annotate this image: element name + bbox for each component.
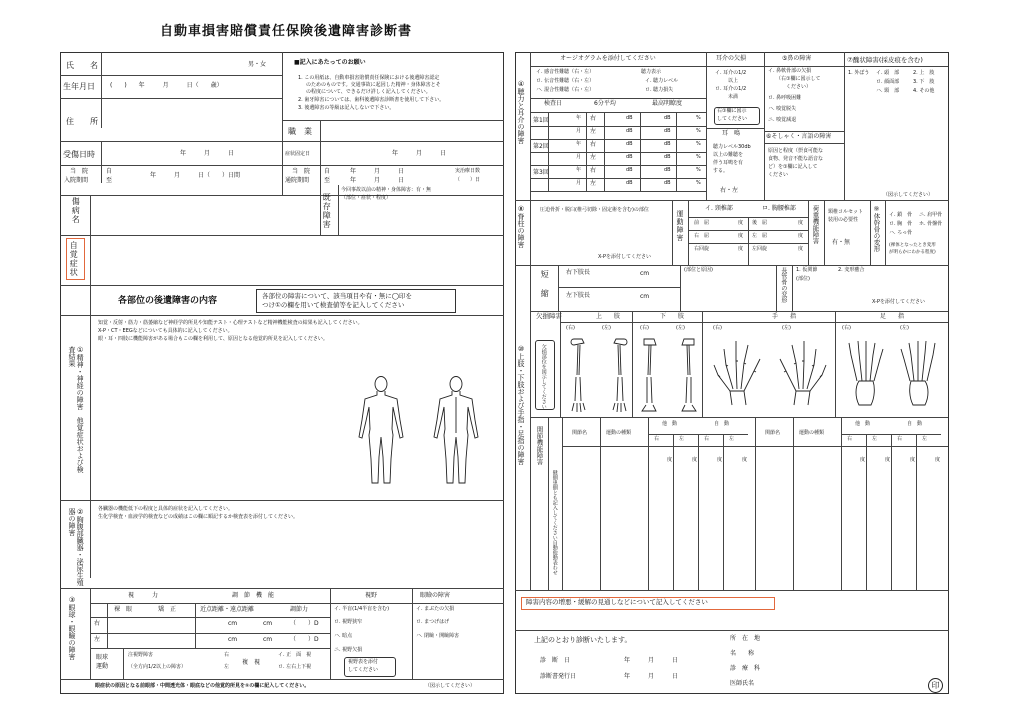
hosp-to: 至	[106, 177, 113, 184]
notice-title: ■記入にあたってのお願い	[294, 59, 366, 66]
hear-lr: 右	[590, 115, 597, 122]
issue-date-label: 診断書発行日	[540, 673, 577, 680]
lr-mark: (右)	[842, 325, 851, 331]
spine-note: 圧迫骨折・脱臼(椎弓切除・固定術を含む)の部位	[540, 207, 649, 213]
ear-note-2: してください	[717, 116, 748, 122]
nose-opt[interactable]: ください）	[786, 84, 812, 90]
trunk-label: ⑨体幹骨の変形	[872, 205, 881, 252]
hear-row-line	[530, 191, 706, 192]
double-opt[interactable]: イ. 正 面 視	[278, 652, 312, 658]
trunk-opt[interactable]: ハ. ろっ骨	[889, 230, 913, 236]
hear-col-line	[640, 112, 641, 192]
hear-type[interactable]: イ. 感音性難聴（右・左）	[536, 69, 595, 75]
ear-opt[interactable]: イ. 耳介の1/2	[715, 70, 747, 76]
hosp-name-label: 名 称	[730, 650, 755, 657]
lower-limb-left-figure[interactable]	[674, 335, 700, 413]
speech-text: 食物、発音不能な語音な	[768, 156, 824, 162]
notice-line: 2. 歯牙障害については、歯科後遺障害診断書を使用して下さい。	[298, 97, 445, 103]
gaze-label-2: （全方向1/2以上の障害）	[128, 664, 187, 670]
joint-label: 関節機能障害	[535, 426, 544, 465]
organ-label: ②胸腹部臓器・泌尿生殖器の障害	[68, 508, 85, 586]
hear-unit[interactable]: dB	[626, 115, 633, 121]
hear-header: 最高明瞭度	[652, 100, 683, 107]
eye-unit[interactable]: （ ）D	[290, 636, 319, 643]
hear-round-label: 第1回	[533, 117, 549, 124]
defect-note: 欠損部位を図示してください	[540, 344, 547, 409]
hear-lr: 左	[590, 154, 597, 161]
scar-title: ⑦醜状障害(採皮痕を含む)	[847, 56, 923, 64]
mental-line: 眼・耳・四肢に機能障害がある場合もこの欄を利用して、原因となる他覚的所見を記入してください。	[98, 336, 328, 342]
sex-options[interactable]: 男・女	[248, 61, 267, 68]
injury-date-format[interactable]: 年 月 日	[180, 150, 235, 157]
gaze-left[interactable]: 左	[224, 664, 230, 670]
hear-date-y[interactable]: 月	[576, 128, 582, 134]
hear-pct[interactable]: %	[696, 167, 701, 173]
lr-mark: (左)	[602, 325, 611, 331]
spine-unit[interactable]: 度	[738, 233, 744, 239]
eye-header-vision: 視 力	[128, 592, 159, 599]
hear-pct[interactable]: %	[696, 128, 701, 134]
joint-deg[interactable]: 度	[667, 457, 673, 463]
name-label: 氏 名	[66, 61, 98, 70]
short-label: 縮	[540, 289, 550, 298]
long-opt[interactable]: 1. 仮関節	[796, 267, 818, 273]
hear-unit[interactable]: dB	[626, 167, 633, 173]
organ-line: 生化学検査・血液学的検査などの成績はこの欄に順記するか検査表を添付してください。	[98, 514, 299, 520]
trunk-note: (裸体となったとき変形	[889, 243, 936, 248]
scar-part[interactable]: 2. 上 肢	[913, 70, 935, 76]
hear-row-line	[530, 139, 706, 140]
tinnitus-opt[interactable]: 聴力レベル30db	[713, 144, 751, 150]
joint-col-name: 関節名	[765, 430, 781, 436]
spine-dir: 右 屈	[694, 233, 710, 239]
foot-right-figure[interactable]	[843, 335, 887, 407]
hear-unit[interactable]: dB	[626, 180, 633, 186]
limb-head-finger: 手 指	[772, 313, 797, 320]
joint-sub: 右	[847, 436, 853, 442]
joint-deg[interactable]: 度	[935, 457, 941, 463]
xp-note: X-Pを添付してください	[872, 299, 925, 305]
joint-col-passive: 他 動	[662, 421, 678, 427]
joint-col-line	[793, 417, 794, 590]
eye-sub-power: 調節力	[290, 606, 309, 613]
notice-line: 3. 後遺障害の等級は記入しないで下さい。	[298, 105, 395, 111]
tinnitus-opt[interactable]: 伴う耳鳴を有	[713, 160, 744, 166]
joint-col-line	[916, 434, 917, 590]
spine-unit[interactable]: 度	[798, 246, 804, 252]
ear-note-1: 右①欄に図示	[717, 108, 747, 114]
long-label: 長管骨の変形	[779, 267, 787, 303]
lid-opt[interactable]: ハ. 閉瞼・開瞼障害	[416, 633, 460, 639]
outpatient-to: 至	[324, 177, 331, 184]
upper-limb-right-figure[interactable]	[568, 335, 594, 413]
hear-date-y[interactable]: 年	[576, 115, 582, 121]
existing-text-1[interactable]: 今回事故以前の精神・身体障害：有・無	[341, 187, 432, 193]
spine-label: ⑧脊柱の障害	[517, 205, 526, 248]
long-opt[interactable]: 2. 変形癒合	[838, 267, 865, 273]
mental-line: 知覚・反射・筋力・筋萎縮など神経学的所見や知能テスト・心理テストなど精神機能検査の結果も記入してください。	[98, 320, 363, 326]
injury-name-label: 傷病名	[71, 197, 81, 224]
joint-col-name: 関節名	[572, 430, 588, 436]
speech-text: ど）を①欄に記入して	[768, 164, 818, 170]
hear-row-line	[530, 178, 706, 179]
lower-limb-right-figure[interactable]	[638, 335, 664, 413]
lr-mark: (左)	[900, 325, 909, 331]
notice-line: の程度について、できるだけ詳しく記入してください。	[306, 89, 431, 95]
joint-deg[interactable]: 度	[692, 457, 698, 463]
spine-motion-label: 運動障害	[676, 210, 685, 242]
foot-left-figure[interactable]	[897, 335, 941, 407]
hear-display: 聴力表示	[641, 69, 662, 75]
eye-label: ③眼球・眼瞼の障害	[68, 596, 77, 660]
joint-col-line	[841, 417, 842, 590]
joint-deg[interactable]: 度	[860, 457, 866, 463]
joint-col-passive: 他 動	[855, 421, 871, 427]
hear-row-line	[530, 165, 706, 166]
notice-line: 1. この用紙は、自動車損害賠償責任保険における後遺障害認定	[298, 75, 440, 81]
notice-line: のためのものです。交通事故に起因した精神・身体障害とそ	[306, 82, 441, 88]
double-opt[interactable]: ロ. 左右上下視	[278, 664, 312, 670]
footer-note: 眼症状の原因となる前眼部・中間透光体・眼底などの他覚的所見を①の欄に記入してください。	[95, 683, 310, 689]
hear-header: 6分平均	[594, 100, 616, 107]
ear-lr[interactable]: 右・左	[720, 187, 739, 194]
audiogram-note: オージオグラムを添付してください	[560, 55, 656, 62]
spine-dir: 後 屈	[752, 220, 768, 226]
symptom-fixed-label: 症状固定日	[285, 151, 311, 157]
field-opt[interactable]: ハ. 暗点	[334, 633, 353, 639]
injury-date-label: 受傷日時	[63, 150, 95, 159]
hear-unit[interactable]: dB	[664, 180, 671, 186]
eye-unit[interactable]: cm	[263, 636, 273, 643]
movement-label-1: 眼球	[96, 654, 109, 661]
long-opt[interactable]: (部位)	[796, 276, 810, 282]
hear-pct[interactable]: %	[696, 154, 701, 160]
field-note-2: してください	[348, 667, 379, 673]
ear-opt[interactable]: 以上	[728, 78, 739, 84]
ear-opt[interactable]: ロ. 耳介の1/2	[715, 86, 747, 92]
eye-unit[interactable]: （ ）D	[290, 620, 319, 627]
short-note: (部位と原因)	[684, 267, 713, 273]
outpatient-from: 自	[324, 168, 331, 175]
hear-unit[interactable]: dB	[664, 141, 671, 147]
joint-col-type: 運動の種類	[799, 430, 825, 436]
lr-mark: (右)	[640, 325, 649, 331]
joint-split-line	[755, 417, 756, 590]
hosp-from: 自	[106, 168, 113, 175]
spine-col-line	[748, 217, 749, 265]
short-unit[interactable]: cm	[640, 270, 650, 277]
diag-date[interactable]: 年 月 日	[624, 657, 679, 664]
hear-display[interactable]: ロ. 聴力損失	[645, 87, 674, 93]
short-label: 短	[540, 270, 550, 279]
sections-note-1: 各部位の障害について、該当項目や有・無に◯印を	[262, 292, 413, 300]
joint-deg[interactable]: 度	[885, 457, 891, 463]
attest-text: 上記のとおり診断いたします。	[534, 636, 632, 644]
actual-days-unit[interactable]: （ ）日	[455, 177, 481, 183]
nose-opt[interactable]: （右①欄に図示して	[776, 76, 821, 82]
outlook-note: 障害内容の増悪・緩解の見通しなどについて記入してください	[526, 598, 708, 606]
hear-lr: 右	[590, 167, 597, 174]
nose-opt[interactable]: ロ. 鼻呼吸困難	[768, 95, 802, 101]
form-title: 自動車損害賠償責任保険後遺障害診断書	[160, 24, 413, 39]
addr-label: 所 在 地	[730, 635, 761, 642]
eye-header-accommodation: 調 節 機 能	[232, 592, 275, 599]
hear-pct[interactable]: %	[696, 180, 701, 186]
eye-header-field: 視野	[365, 592, 378, 599]
joint-sub: 左	[922, 436, 928, 442]
hear-row-line	[530, 126, 706, 127]
eye-unit[interactable]: cm	[263, 620, 273, 627]
hear-date-y[interactable]: 月	[576, 154, 582, 160]
body-front-figure[interactable]	[355, 375, 407, 487]
joint-sub: 右	[897, 436, 903, 442]
scar-part[interactable]: 1. 外ぼう	[848, 70, 870, 76]
joint-col-line	[723, 434, 724, 590]
trunk-opt[interactable]: イ. 鎖 骨	[889, 212, 913, 218]
joint-sub: 右	[654, 436, 660, 442]
joint-sub: 左	[729, 436, 735, 442]
scar-part[interactable]: イ. 頭 部	[876, 70, 900, 76]
lr-mark: (左)	[676, 325, 685, 331]
joint-deg[interactable]: 度	[742, 457, 748, 463]
joint-col-line	[648, 417, 649, 590]
eye-right: 右	[94, 620, 101, 627]
footer-note-2: （図示してください）	[425, 683, 476, 689]
joint-col-type: 運動の種類	[606, 430, 632, 436]
short-unit[interactable]: cm	[640, 293, 650, 300]
joint-col-line	[698, 434, 699, 590]
joint-sub: 左	[679, 436, 685, 442]
existing-text-2[interactable]: （部位・症状・程度）	[341, 195, 392, 201]
tinnitus-title: 耳 鳴	[722, 130, 741, 137]
issue-date[interactable]: 年 月 日	[624, 673, 679, 680]
sections-title: 各部位の後遺障害の内容	[118, 296, 218, 306]
lid-opt[interactable]: イ. まぶたの欠損	[416, 606, 455, 612]
hear-unit[interactable]: dB	[626, 154, 633, 160]
sections-note-2: つけ①の欄を用いて検査値等を記入してください	[262, 301, 405, 309]
spine-dir: 前 屈	[694, 220, 710, 226]
doctor-label: 医師氏名	[730, 680, 755, 687]
hosp-label-2: 入院期間	[64, 177, 89, 184]
joint-side-note: 健側患側とも記入してください自動他動表わせ	[551, 470, 558, 575]
hear-lr: 右	[590, 141, 597, 148]
nose-opt[interactable]: ハ. 嗅覚脱失	[768, 106, 797, 112]
subjective-label: 自覚症状	[69, 241, 79, 277]
spine-unit[interactable]: 度	[798, 220, 804, 226]
spine-unit[interactable]: 度	[738, 246, 744, 252]
limb-label: ⑩上肢・下肢および手指・足指の障害	[517, 345, 526, 465]
dept-label: 診 療 科	[730, 665, 761, 672]
hear-pct[interactable]: %	[696, 115, 701, 121]
joint-col-line	[600, 417, 601, 590]
field-opt[interactable]: イ. 半盲(1/4半盲を含む)	[334, 606, 390, 612]
lid-opt[interactable]: ロ. まつげはげ	[416, 619, 450, 625]
spine-part[interactable]: ロ. 胸腰椎部	[762, 205, 796, 212]
mental-line: X-P・CT・EEGなどについても具体的に記入してください。	[98, 328, 233, 334]
hear-unit[interactable]: dB	[664, 115, 671, 121]
hear-row-line	[530, 152, 706, 153]
gaze-right[interactable]: 右	[224, 652, 230, 658]
birth-label: 生年月日	[63, 82, 95, 91]
spine-unit[interactable]: 度	[738, 220, 744, 226]
hear-col-line	[548, 112, 549, 192]
tinnitus-opt[interactable]: する。	[713, 168, 729, 174]
existing-label: 既存障害	[322, 193, 332, 229]
lr-mark: (左)	[782, 325, 791, 331]
joint-col-active: 自 動	[907, 421, 923, 427]
hear-col-line	[604, 112, 605, 192]
hear-date-y[interactable]: 年	[576, 141, 582, 147]
hosp-label-1: 当 院	[70, 168, 89, 175]
eye-sub-corrected: 矯 正	[158, 606, 177, 613]
joint-col-line	[866, 434, 867, 590]
outpatient-date-format[interactable]: 年 月 日	[350, 168, 405, 175]
limb-head-toe: 足 指	[880, 313, 905, 320]
speech-title: ⑥そしゃく・言語の障害	[766, 133, 832, 140]
speech-text: 原因と程度（摂食可能な	[768, 148, 824, 154]
joint-col-active: 自 動	[714, 421, 730, 427]
eye-sub-distance: 近点距離・遠点距離	[200, 606, 255, 613]
movement-label-2: 運動	[96, 663, 109, 670]
eye-header-lid: 眼瞼の障害	[420, 592, 451, 599]
hear-round-label: 第3回	[533, 169, 549, 176]
organ-line: 各臓器の機能低下の程度と具体的症状を記入してください。	[98, 506, 234, 512]
hear-unit[interactable]: dB	[664, 154, 671, 160]
spine-xp: X-Pを添付してください	[598, 254, 651, 260]
hand-left-figure[interactable]	[772, 335, 830, 407]
hear-unit[interactable]: dB	[664, 128, 671, 134]
field-note-1: 視野表を添付	[348, 659, 379, 665]
scar-note: （図示してください）	[883, 192, 934, 198]
hear-display[interactable]: イ. 聴力レベル	[645, 78, 679, 84]
load-label: 荷重機能障害	[811, 205, 820, 244]
hear-header: 検査日	[544, 100, 563, 107]
outpatient-date-format-2[interactable]: 年 月 日	[350, 177, 405, 184]
nose-opt[interactable]: ニ. 嗅覚減退	[768, 117, 797, 123]
nose-opt[interactable]: イ. 鼻軟骨部の欠損	[768, 68, 812, 74]
upper-limb-left-figure[interactable]	[604, 335, 630, 413]
field-opt[interactable]: ロ. 視野狭窄	[334, 619, 363, 625]
ear-title: 耳介の欠損	[716, 55, 747, 62]
hear-pct[interactable]: %	[696, 141, 701, 147]
diag-date-label: 診 断 日	[540, 657, 571, 664]
eye-unit[interactable]: cm	[228, 620, 238, 627]
nose-title: ⑤鼻の障害	[782, 55, 812, 62]
eye-sub-naked: 裸 眼	[114, 606, 133, 613]
seal-mark: 印	[928, 678, 943, 693]
trunk-note: が明らかにわかる程度)	[889, 250, 936, 255]
ear-opt[interactable]: 未満	[728, 94, 739, 100]
tinnitus-opt[interactable]: 以上の難聴を	[713, 152, 744, 158]
joint-deg[interactable]: 度	[910, 457, 916, 463]
eye-left: 左	[94, 636, 101, 643]
hearing-label: ④聴力と耳介の障害	[517, 80, 526, 144]
hear-type[interactable]: ハ. 混合性難聴（右・左）	[536, 87, 595, 93]
hear-unit[interactable]: dB	[626, 141, 633, 147]
address-label: 住 所	[66, 117, 98, 126]
load-yesno[interactable]: 有・無	[832, 239, 851, 246]
scar-part[interactable]: 4. その他	[913, 88, 935, 94]
outpatient-label-2: 通院期間	[285, 177, 310, 184]
spine-unit[interactable]: 度	[798, 233, 804, 239]
short-left: 左下肢長	[566, 292, 591, 299]
load-note: 装用の必要性	[828, 217, 859, 223]
hear-date-y[interactable]: 月	[576, 180, 582, 186]
joint-col-line	[891, 434, 892, 590]
birth-format[interactable]: ( ) 年 月 日（ 歳）	[110, 82, 223, 89]
trunk-opt[interactable]: ニ. 肩甲骨	[919, 212, 943, 218]
mental-label: ①精神・神経の障害 他覚症状および検査結果	[68, 346, 85, 473]
hear-unit[interactable]: dB	[626, 128, 633, 134]
defect-label: 欠損障害	[536, 312, 562, 320]
hear-unit[interactable]: dB	[664, 167, 671, 173]
trunk-opt[interactable]: ロ. 胸 骨	[889, 221, 913, 227]
body-back-figure[interactable]	[430, 375, 482, 487]
joint-sub: 左	[872, 436, 878, 442]
double-label: 複 視	[242, 659, 261, 666]
speech-text: ください	[768, 172, 789, 178]
spine-dir: 右回旋	[694, 246, 710, 252]
scar-part[interactable]: ハ. 頸 部	[876, 88, 900, 94]
hear-date-y[interactable]: 年	[576, 167, 582, 173]
spine-dir: 左回旋	[752, 246, 768, 252]
actual-days-label: 実治療日数	[455, 168, 481, 174]
lr-mark: (右)	[566, 325, 575, 331]
spine-dir: 左 屈	[752, 233, 768, 239]
field-opt[interactable]: ニ. 視野欠損	[334, 647, 363, 653]
load-note: 頸椎コルセット	[828, 209, 864, 215]
joint-sub: 右	[704, 436, 710, 442]
spine-part[interactable]: イ. 頸椎部	[705, 205, 733, 212]
trunk-opt[interactable]: ホ. 骨盤骨	[919, 221, 943, 227]
limb-head-upper: 上 肢	[596, 313, 621, 320]
hosp-date-format[interactable]: 年 月 日（ ）日間	[150, 172, 241, 179]
short-right: 右下肢長	[566, 269, 591, 276]
joint-deg[interactable]: 度	[717, 457, 723, 463]
hear-lr: 左	[590, 180, 597, 187]
scar-part[interactable]: ロ. 顔面部	[876, 79, 900, 85]
hear-round-label: 第2回	[533, 143, 549, 150]
scar-part[interactable]: 3. 下 肢	[913, 79, 935, 85]
hand-right-figure[interactable]	[710, 335, 768, 407]
gaze-label-1: 注視野障害	[128, 652, 154, 658]
lr-mark: (右)	[713, 325, 722, 331]
eye-unit[interactable]: cm	[228, 636, 238, 643]
job-label: 職 業	[288, 127, 312, 136]
joint-head-line	[755, 446, 948, 447]
hear-col-line	[676, 112, 677, 192]
joint-col-line	[673, 434, 674, 590]
limb-head-lower: 下 肢	[660, 313, 685, 320]
symptom-fixed-format[interactable]: 年 月 日	[392, 150, 447, 157]
hear-lr: 左	[590, 128, 597, 135]
joint-head-line	[562, 446, 755, 447]
hear-col-line	[586, 112, 587, 192]
outpatient-label-1: 当 院	[292, 168, 311, 175]
hear-type[interactable]: ロ. 伝音性難聴（右・左）	[536, 78, 595, 84]
